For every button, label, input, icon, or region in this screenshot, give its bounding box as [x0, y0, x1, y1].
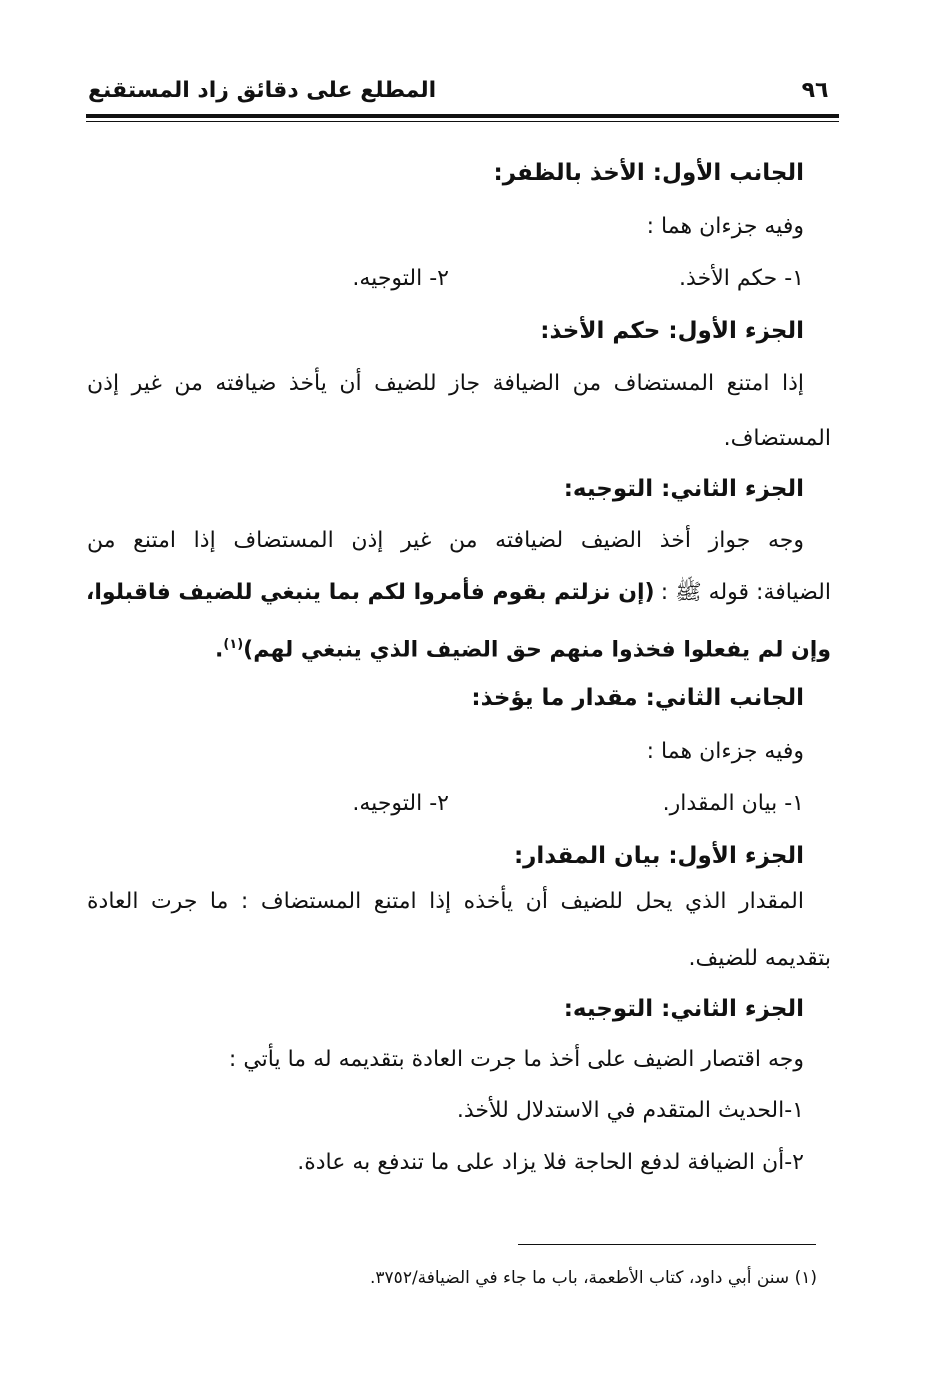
paragraph-line: وجه جواز أخذ الضيف لضيافته من غير إذن المستضاف إذا امتنع من — [87, 528, 804, 553]
footnote: (١) سنن أبي داود، كتاب الأطعمة، باب ما جاء في الضيافة/٣٧٥٢. — [370, 1268, 817, 1288]
paragraph-line: وفيه جزءان هما : — [646, 214, 804, 239]
subsection-heading: الجزء الثاني: التوجيه: — [563, 996, 804, 1022]
hadith-quote: (إن نزلتم بقوم فأمروا لكم بما ينبغي للضيف فاقبلوا، — [86, 580, 655, 605]
list-item: ٢-أن الضيافة لدفع الحاجة فلا يزاد على ما تندفع به عادة. — [297, 1150, 804, 1175]
paragraph-line: بتقديمه للضيف. — [688, 946, 831, 971]
hadith-quote: وإن لم يفعلوا فخذوا منهم حق الضيف الذي ينبغي لهم) — [243, 637, 831, 663]
list-item: ٢- التوجيه. — [352, 791, 449, 816]
hadith-quote-line — [215, 630, 831, 665]
section-heading: الجانب الأول: الأخذ بالظفر: — [493, 160, 804, 186]
page-number: ٩٦ — [801, 78, 829, 103]
footnote-reference[interactable]: (١) — [223, 637, 244, 652]
list-item: ١- بيان المقدار. — [662, 791, 804, 816]
paragraph-line: المقدار الذي يحل للضيف أن يأخذه إذا امتنع المستضاف : ما جرت العادة — [87, 889, 804, 914]
footnote-rule — [518, 1244, 816, 1245]
list-item: ١-الحديث المتقدم في الاستدلال للأخذ. — [456, 1098, 804, 1123]
paragraph-line: المستضاف. — [723, 426, 831, 451]
subsection-heading: الجزء الأول: بيان المقدار: — [513, 843, 804, 869]
running-header-title: المطلع على دقائق زاد المستقنع — [88, 78, 437, 103]
paragraph-text: . — [214, 637, 224, 663]
paragraph-line: وفيه جزءان هما : — [646, 739, 804, 764]
paragraph-line — [86, 578, 831, 608]
subsection-heading: الجزء الأول: حكم الأخذ: — [540, 318, 804, 344]
paragraph-text: الضيافة: قوله ﷺ : — [660, 580, 831, 605]
header-rule-thin — [86, 121, 839, 122]
list-item: ١- حكم الأخذ. — [679, 266, 804, 291]
paragraph-line: إذا امتنع المستضاف من الضيافة جاز للضيف أن يأخذ ضيافته من غير إذن — [87, 371, 804, 396]
header-rule-thick — [86, 114, 839, 118]
section-heading: الجانب الثاني: مقدار ما يؤخذ: — [471, 685, 804, 711]
subsection-heading: الجزء الثاني: التوجيه: — [563, 476, 804, 502]
paragraph-line: وجه اقتصار الضيف على أخذ ما جرت العادة بتقديمه له ما يأتي : — [228, 1047, 804, 1072]
list-item: ٢- التوجيه. — [352, 266, 449, 291]
